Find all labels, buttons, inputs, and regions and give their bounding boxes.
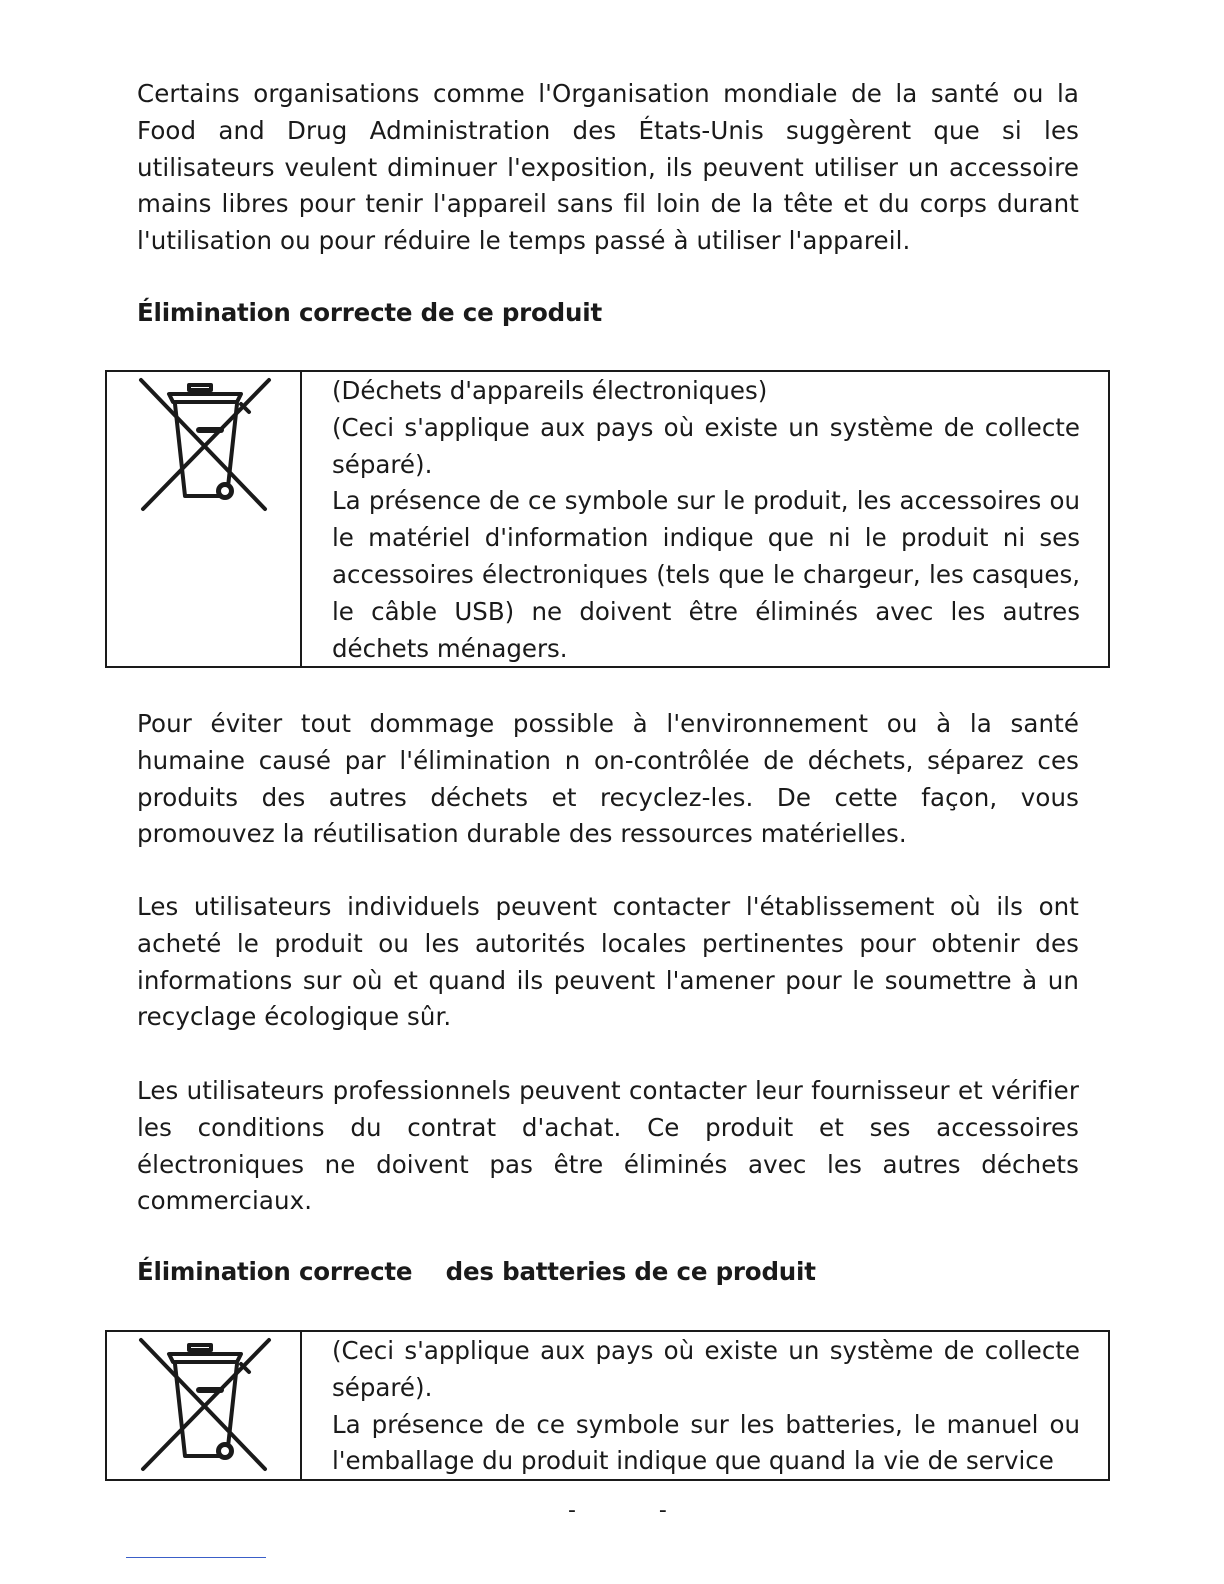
footer-rule (126, 1557, 266, 1558)
notice-line: (Ceci s'applique aux pays où existe un système de collecte séparé). (332, 412, 1080, 479)
notice-line: La présence de ce symbole sur les batteries, le manuel ou l'emballage du produit indique que quand la vie de service (332, 1409, 1080, 1476)
section-heading-battery-disposal: Élimination correcte des batteries de ce produit (137, 1257, 816, 1286)
battery-notice-text (302, 1332, 1108, 1479)
notice-line: (Ceci s'applique aux pays où existe un système de collecte séparé). (332, 1336, 1080, 1402)
professional-users-paragraph: Les utilisateurs professionnels peuvent contacter leur fournisseur et vérifier les conditions du contrat d'achat. Ce produit et ses accessoires électroniques ne doivent pas être éliminés avec les autres déchets commerciaux. (137, 1076, 1079, 1216)
page-number: - - (568, 1498, 705, 1523)
notice-line: La présence de ce symbole sur le produit, les accessoires ou le matériel d'information indique que ni le produit ni ses accessoires électroniques (tels que le chargeur, les casques, le câble USB) ne doivent être éliminés avec les autres déchets ménagers. (332, 486, 1080, 663)
battery-notice-box (105, 1330, 1110, 1481)
individual-users-paragraph: Les utilisateurs individuels peuvent contacter l'établissement où ils ont acheté le produit ou les autorités locales pertinentes pour obtenir des informations sur où et quand ils peuvent l'amener pour le soumettre à un recyclage écologique sûr. (137, 892, 1079, 1032)
weee-notice-box (105, 370, 1110, 668)
intro-paragraph: Certains organisations comme l'Organisation mondiale de la santé ou la Food and Drug Administration des États-Unis suggèrent que si les utilisateurs veulent diminuer l'exposition, ils peuvent utiliser un accessoire mains libres pour tenir l'appareil sans fil loin de la tête et du corps durant l'utilisation ou pour réduire le temps passé à utiliser l'appareil. (137, 79, 1079, 256)
battery-icon-cell (107, 1332, 302, 1479)
weee-notice-text (302, 372, 1108, 666)
crossed-out-wheelie-bin-icon (137, 374, 272, 514)
environment-paragraph: Pour éviter tout dommage possible à l'environnement ou à la santé humaine causé par l'élimination n on-contrôlée de déchets, séparez ces produits des autres déchets et recyclez-les. De cette façon, vous promouvez la réutilisation durable des ressources matérielles. (137, 709, 1079, 849)
crossed-out-wheelie-bin-icon (137, 1334, 272, 1474)
notice-line: (Déchets d'appareils électroniques) (332, 376, 768, 405)
weee-icon-cell (107, 372, 302, 666)
section-heading-product-disposal: Élimination correcte de ce produit (137, 298, 602, 327)
